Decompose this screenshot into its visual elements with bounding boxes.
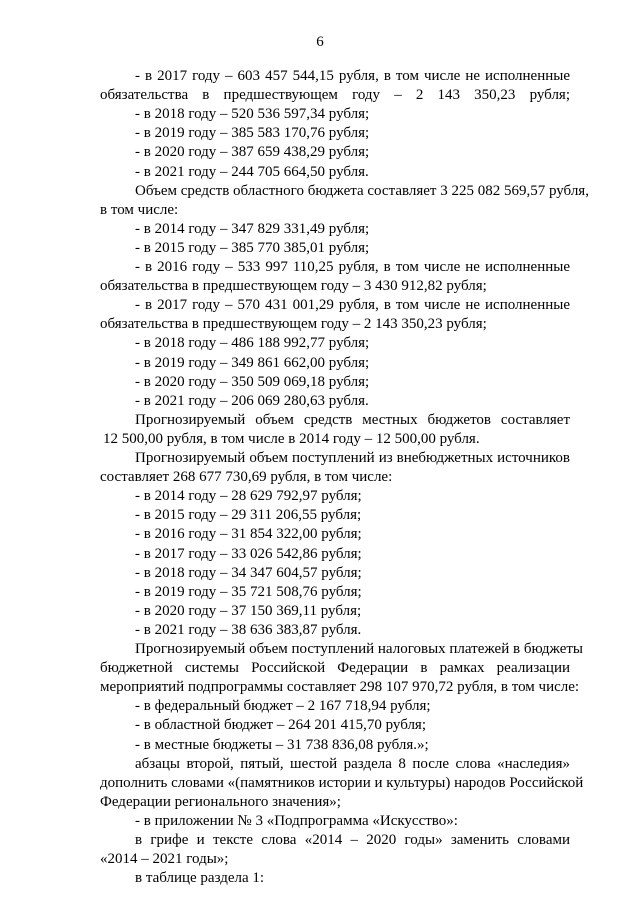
text-line: 12 500,00 рубля, в том числе в 2014 году – 12 500,00 рубля.: [103, 430, 480, 447]
text-line: - в 2016 году – 31 854 322,00 рубля;: [135, 526, 362, 543]
text-line: - в 2020 году – 350 509 069,18 рубля;: [135, 373, 370, 390]
text-line: - в 2018 году – 34 347 604,57 рубля;: [135, 564, 362, 581]
text-line: - в 2019 году – 385 583 170,76 рубля;: [135, 125, 370, 142]
text-line: - в 2016 году – 533 997 110,25 рубля, в том числе не исполненные: [135, 259, 570, 275]
text-line: - в 2019 году – 35 721 508,76 рубля;: [135, 583, 362, 600]
text-line: - в 2015 году – 29 311 206,55 рубля;: [135, 507, 362, 524]
text-line: - в 2014 году – 347 829 331,49 рубля;: [135, 220, 370, 237]
text-line: обязательства в предшествующем году – 2 143 350,23 рубля;: [100, 316, 487, 333]
text-line: - в 2015 году – 385 770 385,01 рубля;: [135, 239, 370, 256]
text-line: - в 2021 году – 206 069 280,63 рубля.: [135, 392, 369, 409]
text-line: абзацы второй, пятый, шестой раздела 8 после слова «наследия»: [135, 755, 570, 772]
text-line: Прогнозируемый объем поступлений налоговых платежей в бюджеты: [135, 641, 583, 657]
text-line: обязательства в предшествующем году – 3 430 912,82 рубля;: [100, 278, 487, 295]
text-line: составляет 268 677 730,69 рубля, в том числе:: [100, 469, 393, 486]
text-line: в таблице раздела 1:: [135, 870, 265, 887]
text-line: - в 2014 году – 28 629 792,97 рубля;: [135, 488, 362, 505]
text-line: - в 2018 году – 486 188 992,77 рубля;: [135, 335, 370, 352]
text-line: - в 2020 году – 387 659 438,29 рубля;: [135, 144, 370, 161]
text-line: дополнить словами «(памятников истории и культуры) народов Российской: [100, 774, 584, 791]
text-line: бюджетной системы Российской Федерации в рамках реализации: [100, 660, 570, 677]
text-line: «2014 – 2021 годы»;: [100, 851, 229, 868]
page-number: 6: [316, 34, 324, 50]
text-line: мероприятий подпрограммы составляет 298 107 970,72 рубля, в том числе:: [100, 679, 580, 696]
text-line: - в 2021 году – 38 636 383,87 рубля.: [135, 621, 362, 638]
text-line: - в приложении № 3 «Подпрограмма «Искусство»:: [135, 812, 458, 829]
text-line: - в 2017 году – 570 431 001,29 рубля, в том числе не исполненные: [135, 297, 570, 314]
text-line: - в 2021 году – 244 705 664,50 рубля.: [135, 163, 369, 180]
text-line: - в 2018 году – 520 536 597,34 рубля;: [135, 106, 370, 123]
text-line: Прогнозируемый объем поступлений из внебюджетных источников: [135, 450, 570, 466]
text-line: - в местные бюджеты – 31 738 836,08 рубля.»;: [135, 736, 429, 753]
text-line: - в 2017 году – 33 026 542,86 рубля;: [135, 545, 362, 562]
text-line: в грифе и тексте слова «2014 – 2020 годы» заменить словами: [135, 832, 570, 848]
text-line: в том числе:: [100, 201, 179, 218]
text-line: обязательства в предшествующем году – 2 143 350,23 рубля;: [100, 87, 570, 104]
text-line: - в 2019 году – 349 861 662,00 рубля;: [135, 354, 370, 371]
text-line: - в федеральный бюджет – 2 167 718,94 рубля;: [135, 698, 431, 715]
text-line: Федерации регионального значения»;: [100, 793, 341, 810]
text-line: - в 2020 году – 37 150 369,11 рубля;: [135, 602, 362, 619]
text-line: Прогнозируемый объем средств местных бюджетов составляет: [135, 411, 570, 428]
text-line: Объем средств областного бюджета составляет 3 225 082 569,57 рубля,: [135, 182, 589, 199]
text-line: - в областной бюджет – 264 201 415,70 рубля;: [135, 717, 426, 734]
text-line: - в 2017 году – 603 457 544,15 рубля, в том числе не исполненные: [135, 68, 570, 84]
